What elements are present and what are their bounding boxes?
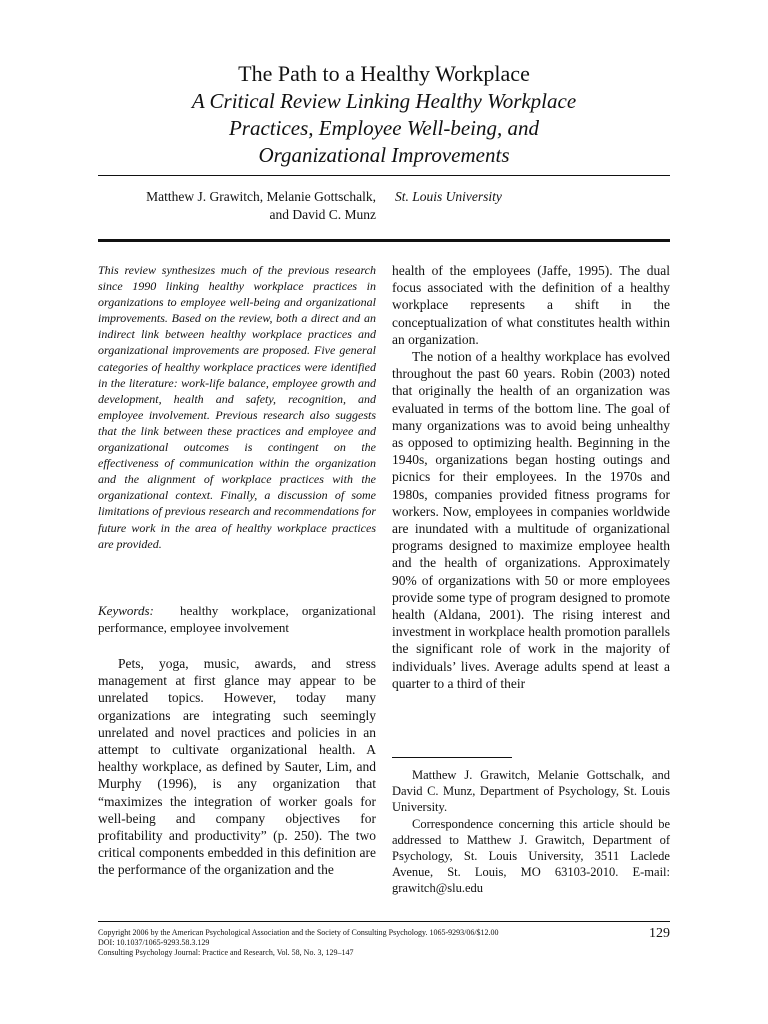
abstract: This review synthesizes much of the previous research since 1990 linking healthy workplace practices in organizations to employee well-being and organizational improvements. Based on the review, both a direct and an indirect link between healthy workplace practices and organizational improvements are proposed. Five general categories of healthy workplace practices were identified in the literature: work-life balance, employee growth and development, health and safety, recognition, and employee involvement. Previous research also suggests that the link between these practices and employee and organizational outcomes is contingent on the effectiveness of communication within the organization and the alignment of workplace practices with the organizational context. Finally, a discussion of some limitations of previous research and recommendations for future work in the area of healthy workplace practices are provided. [98,263,376,551]
article-subtitle-line-1: A Critical Review Linking Healthy Workplace [191,89,577,113]
article-title-block [98,60,670,169]
author-note [392,767,670,897]
keywords [98,602,376,636]
body-paragraph-continued: health of the employees (Jaffe, 1995). The dual focus associated with the definition of a healthy workplace represents a shift in the conceptualization of what constitutes health within an organization. [392,263,670,347]
author-line-1: Matthew J. Grawitch, Melanie Gottschalk, [146,189,376,204]
author-list [98,188,376,224]
body-left-column [98,655,376,879]
header-divider [98,239,670,242]
page-number: 129 [649,926,670,941]
article-subtitle-line-3: Organizational Improvements [258,143,510,167]
copyright-line: Copyright 2006 by the American Psychological Association and the Society of Consulting Psychology. 1065-9293/06/$12.00 [98,928,499,937]
footer-divider [98,921,670,922]
title-divider [98,175,670,176]
author-note-correspondence: Correspondence concerning this article should be addressed to Matthew J. Grawitch, Department of Psychology, St. Louis University, 3511 Laclede Avenue, St. Louis, MO 63103-2010. E-mail: grawitch@slu.edu [392,816,670,896]
body-paragraph-2: The notion of a healthy workplace has evolved throughout the past 60 years. Robin (2003) noted that originally the health of an organization was evaluated in terms of the bottom line. The goal of many organizations was to avoid being unhealthy as opposed to optimizing health. Beginning in the 1940s, organizations began hosting outings and picnics for their employees. In the 1970s and 1980s, companies provided fitness programs for workers. Now, employees in companies worldwide are inundated with a multitude of organizational programs designed to maximize employee health and the health of organizations. Approximately 90% of organizations with 50 or more employees provide some type of program designed to promote health (Aldana, 2001). The rising interest and investment in workplace health promotion parallels the significant role of work in the majority of individuals’ lives. Average adults spend at least a quarter to a third of their [392,349,670,691]
journal-citation-line: Consulting Psychology Journal: Practice and Research, Vol. 58, No. 3, 129–147 [98,948,354,957]
article-title: The Path to a Healthy Workplace [238,61,530,86]
body-right-column [392,262,670,692]
keywords-label: Keywords: [98,603,154,618]
page-footer [98,928,628,958]
doi-line: DOI: 10.1037/1065-9293.58.3.129 [98,938,210,947]
keywords-text: healthy workplace, organizational performance, employee involvement [98,603,377,635]
body-paragraph-1: Pets, yoga, music, awards, and stress management at first glance may appear to be unrelated topics. However, today many organizations are integrating such seemingly unrelated and novel practices and policies in an attempt to cultivate organizational health. A healthy workplace, as defined by Sauter, Lim, and Murphy (1996), is any organization that “maximizes the integration of worker goals for well-being and company objectives for profitability and productivity” (p. 250). The two critical components embedded in this definition are the performance of the organization and the [98,656,376,878]
article-subtitle-line-2: Practices, Employee Well-being, and [228,116,540,140]
author-line-2: and David C. Munz [269,207,376,222]
author-note-affiliation: Matthew J. Grawitch, Melanie Gottschalk, and David C. Munz, Department of Psychology, St. Louis University. [392,768,670,815]
footnote-divider [392,757,512,758]
author-affiliation: St. Louis University [395,189,502,204]
